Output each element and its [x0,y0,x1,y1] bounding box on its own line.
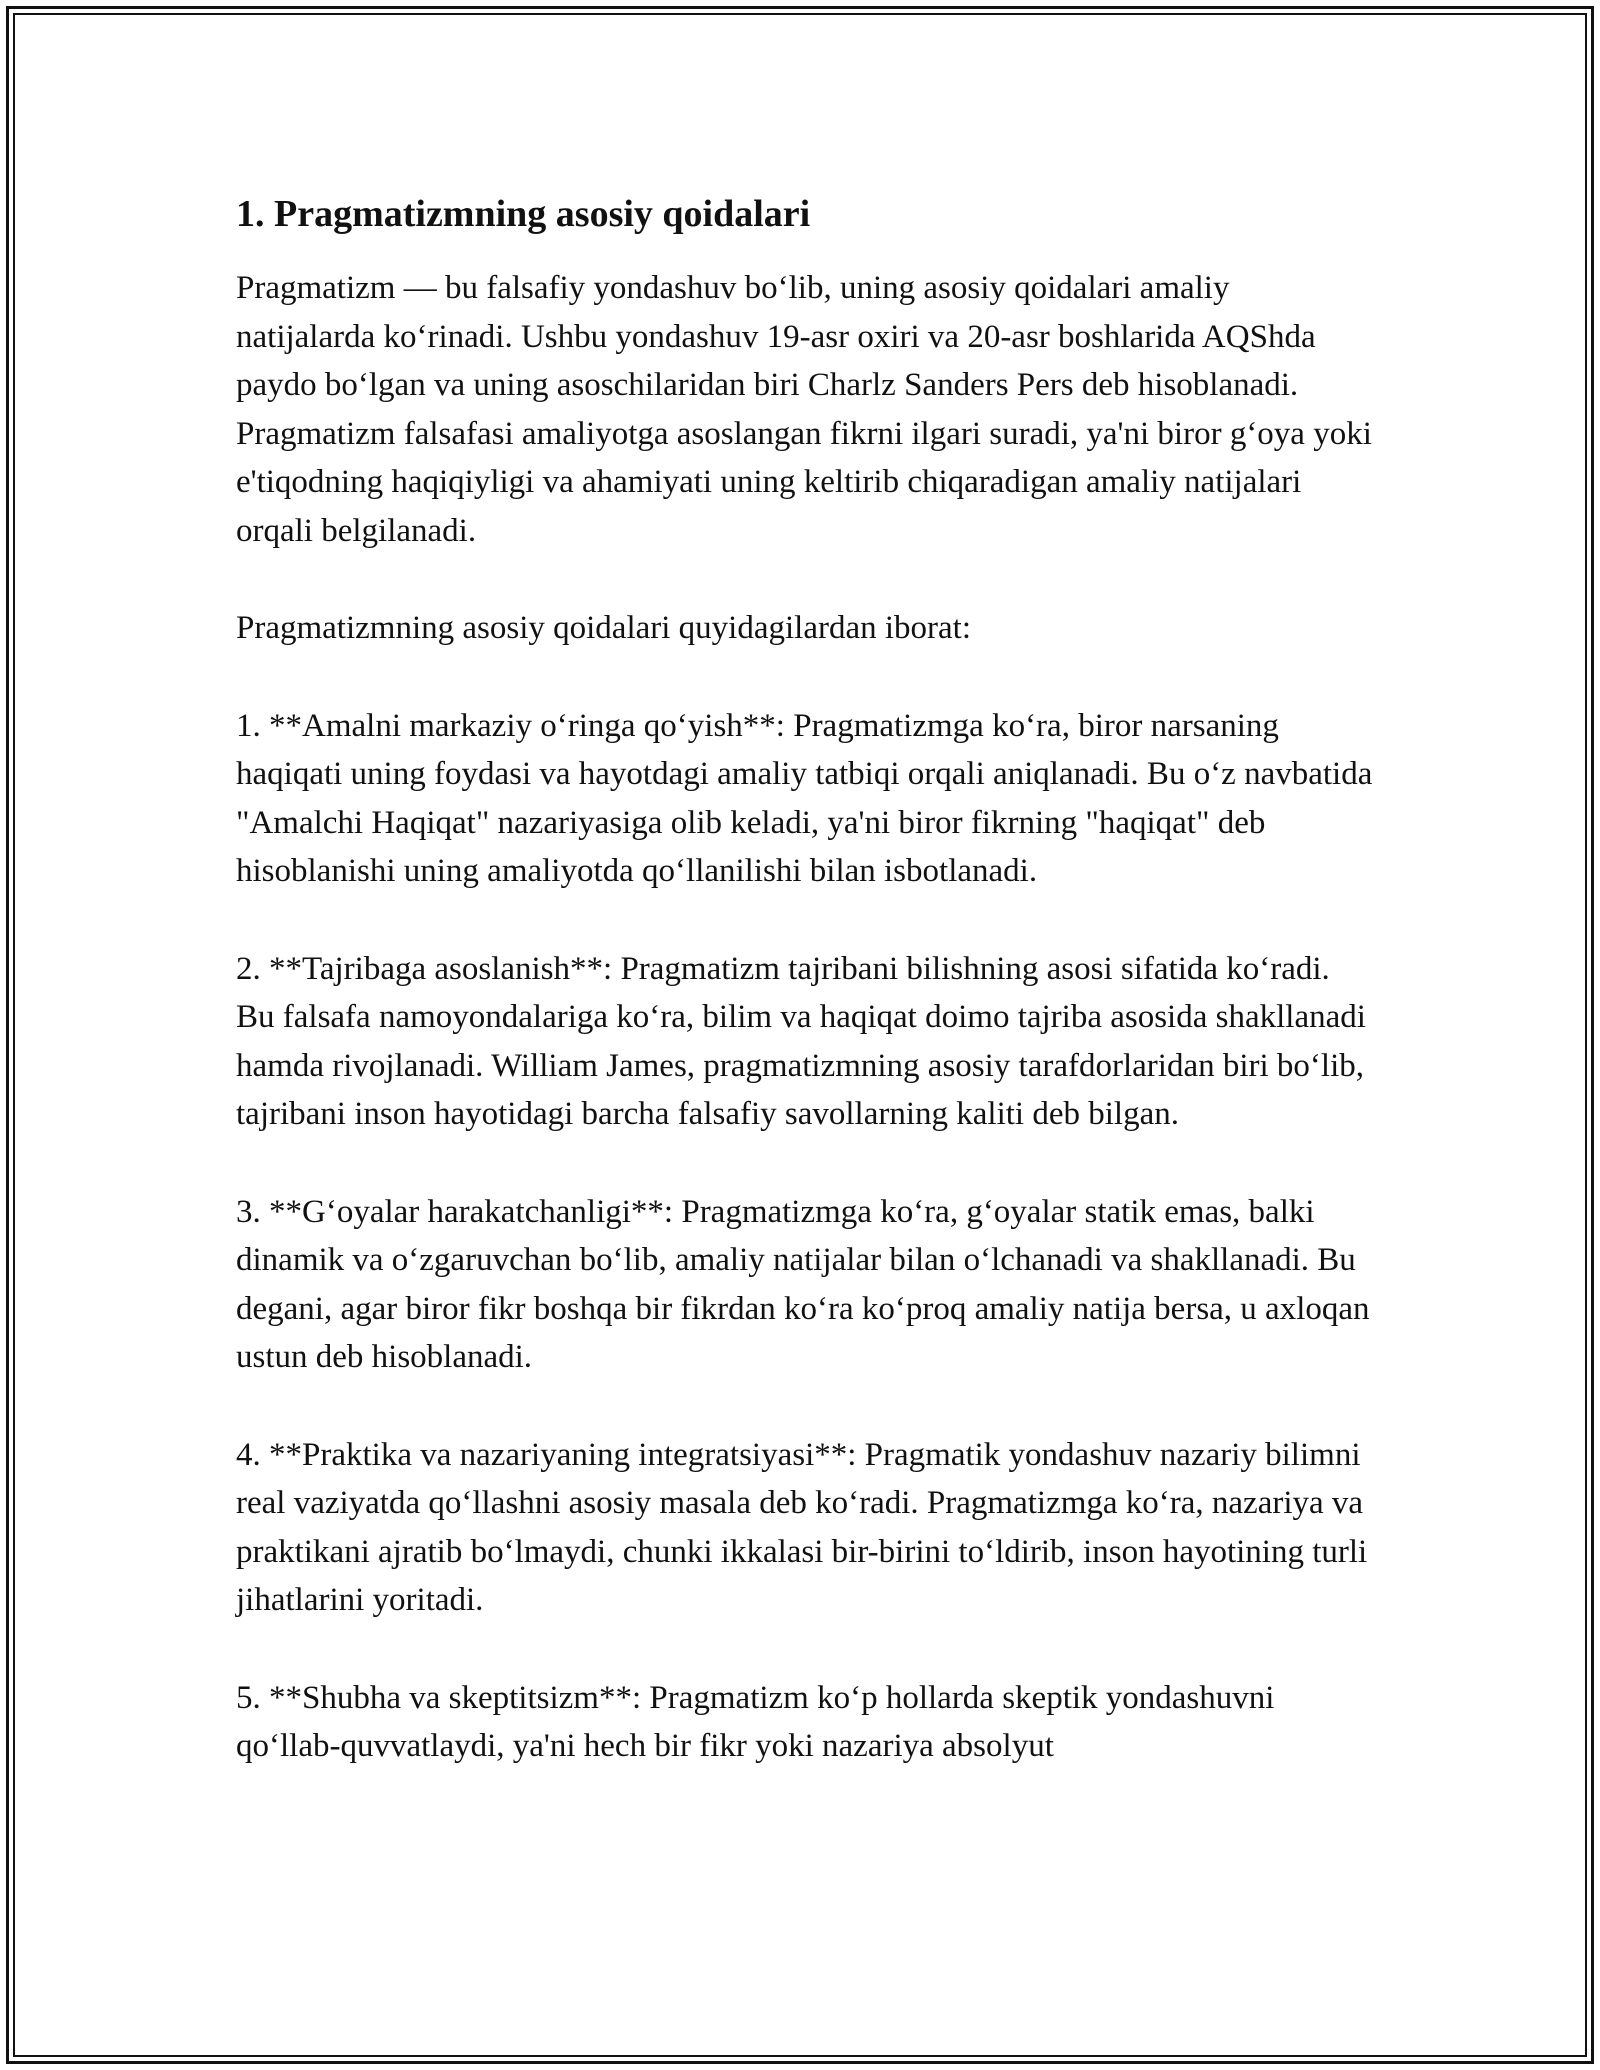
paragraph-intro: Pragmatizm — bu falsafiy yondashuv bo‘lib, uning asosiy qoidalari amaliy natijalarda ko‘rinadi. Ushbu yondashuv 19-asr oxiri va 20-asr boshlarida AQShda paydo bo‘lgan va uning asoschilaridan biri Charlz Sanders Pers deb hisoblanadi. Pragmatizm falsafasi amaliyotga asoslangan fikrni ilgari suradi, ya'ni biror g‘oya yoki e'tiqodning haqiqiyligi va ahamiyati uning keltirib chiqaradigan amaliy natijalari orqali belgilanadi. [236,270,1372,549]
document-body [236,186,1376,1820]
paragraph-principle-5: 5. **Shubha va skeptitsizm**: Pragmatizm ko‘p hollarda skeptik yondashuvni qo‘llab-quvvatlaydi, ya'ni hech bir fikr yoki nazariya absolyut [236,1679,1275,1764]
paragraph-principle-1: 1. **Amalni markaziy o‘ringa qo‘yish**: Pragmatizmga ko‘ra, biror narsaning haqiqati uning foydasi va hayotdagi amaliy tatbiqi orqali aniqlanadi. Bu o‘z navbatida "Amalchi Haqiqat" nazariyasiga olib keladi, ya'ni biror fikrning "haqiqat" deb hisoblanishi uning amaliyotda qo‘llanilishi bilan isbotlanadi. [236,707,1373,889]
document-title: 1. Pragmatizmning asosiy qoidalari [236,193,811,235]
paragraph-principle-2: 2. **Tajribaga asoslanish**: Pragmatizm tajribani bilishning asosi sifatida ko‘radi. Bu falsafa namoyondalariga ko‘ra, bilim va haqiqat doimo tajriba asosida shakllanadi hamda rivojlanadi. William James, pragmatizmning asosiy tarafdorlaridan biri bo‘lib, tajribani inson hayotidagi barcha falsafiy savollarning kaliti deb bilgan. [236,950,1366,1132]
paragraph-principle-4: 4. **Praktika va nazariyaning integratsiyasi**: Pragmatik yondashuv nazariy bilimni real vaziyatda qo‘llashni asosiy masala deb ko‘radi. Pragmatizmga ko‘ra, nazariya va praktikani ajratib bo‘lmaydi, chunki ikkalasi bir-birini to‘ldirib, inson hayotining turli jihatlarini yoritadi. [236,1436,1368,1618]
paragraph-list-lead: Pragmatizmning asosiy qoidalari quyidagilardan iborat: [236,610,971,646]
paragraph-principle-3: 3. **G‘oyalar harakatchanligi**: Pragmatizmga ko‘ra, g‘oyalar statik emas, balki dinamik va o‘zgaruvchan bo‘lib, amaliy natijalar bilan o‘lchanadi va shakllanadi. Bu degani, agar biror fikr boshqa bir fikrdan ko‘ra ko‘proq amaliy natija bersa, u axloqan ustun deb hisoblanadi. [236,1193,1370,1375]
